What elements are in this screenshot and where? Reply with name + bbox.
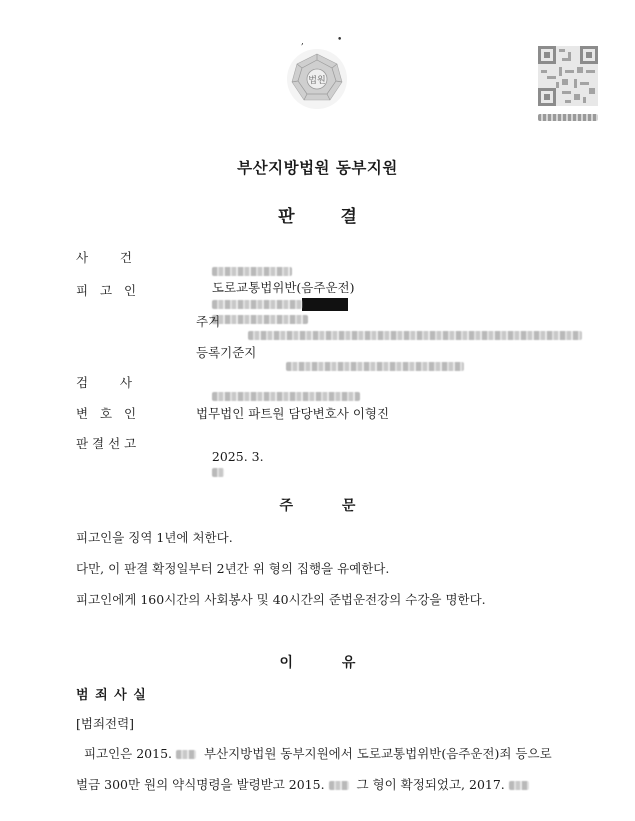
- order-line: 피고인을 징역 1년에 처한다.: [76, 530, 233, 545]
- order-heading: 주 문: [279, 498, 356, 514]
- facts-heading: 범 죄 사 실: [76, 688, 147, 703]
- case-label: 사 건: [76, 250, 132, 265]
- counsel-value: 법무법인 파트원 담당변호사 이형진: [196, 406, 390, 421]
- case-charge: 도로교통법위반(음주운전): [211, 280, 355, 295]
- address-redacted: [248, 331, 582, 340]
- verdict-date-label: 판 결 선 고: [76, 436, 137, 451]
- prosecutor-label: 검 사: [76, 375, 132, 390]
- document-title: 판 결: [278, 207, 357, 227]
- scan-mark: •: [337, 35, 343, 45]
- qr-caption-redacted: [538, 114, 598, 121]
- counsel-label: 변 호 인: [76, 406, 137, 421]
- date-redacted: [176, 750, 196, 759]
- case-number-redacted: [212, 267, 292, 276]
- reasons-heading: 이 유: [279, 655, 356, 671]
- order-line: 다만, 이 판결 확정일부터 2년간 위 형의 집행을 유예한다.: [76, 561, 390, 576]
- order-line: 피고인에게 160시간의 사회봉사 및 40시간의 준법운전강의 수강을 명한다.: [76, 592, 486, 607]
- registry-label: 등록기준지: [196, 345, 257, 360]
- address-label: 주거: [196, 314, 221, 329]
- id-number-blackout: [302, 298, 348, 311]
- reasons-line: 피고인은 2015. 부산지방법원 동부지원에서 도로교통법위반(음주운전)죄 등으로: [76, 746, 552, 761]
- qr-code-icon: [538, 46, 598, 106]
- reasons-line: 벌금 300만 원의 약식명령을 발령받고 2015. 그 형이 확정되었고, 2017.: [76, 775, 529, 793]
- court-name: 부산지방법원 동부지원: [237, 158, 398, 177]
- svg-text:법원: 법원: [308, 76, 326, 86]
- verdict-day-redacted: [212, 468, 224, 477]
- defendant-name-redacted: [212, 300, 302, 309]
- record-heading: [범죄전력]: [76, 716, 135, 731]
- registry-redacted: [286, 362, 464, 371]
- prosecutor-redacted: [212, 392, 360, 401]
- court-emblem-icon: [286, 48, 348, 110]
- date-redacted: [509, 781, 529, 790]
- defendant-label: 피 고 인: [76, 283, 137, 298]
- date-redacted: [329, 781, 349, 790]
- verdict-date-value: 2025. 3.: [196, 434, 264, 494]
- scan-mark: ,: [301, 37, 304, 47]
